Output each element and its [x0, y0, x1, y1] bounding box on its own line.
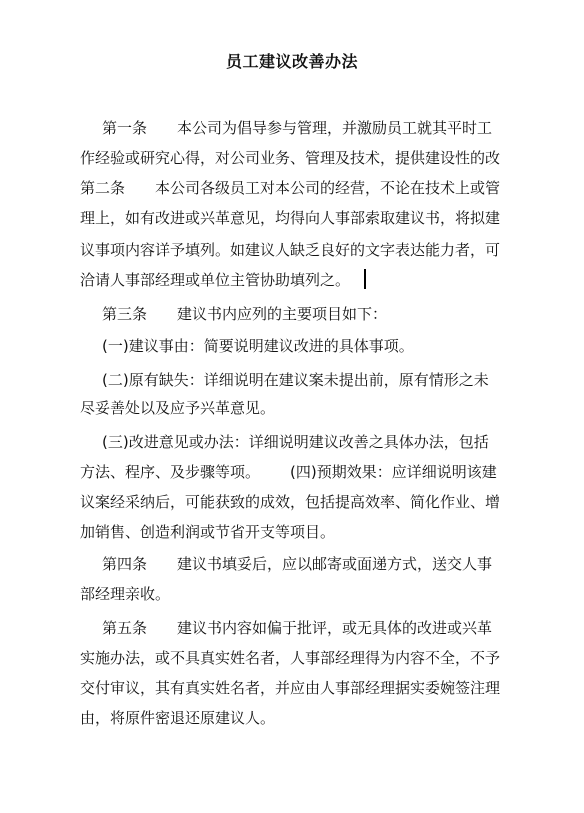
item-1-line [80, 335, 520, 357]
article-4-heading: 第四条 [102, 555, 148, 573]
item-4-text: (四)预期效果：应详细说明该建 [290, 463, 497, 481]
item-3-text-end: 方法、程序、及步骤等项。 [80, 463, 261, 481]
text-line: 议案经采纳后，可能获致的成效，包括提高效率、简化作业、增 [80, 493, 501, 511]
text-line: 议事项内容详予填列。如建议人缺乏良好的文字表达能力者，可 [80, 241, 501, 259]
item-2-line-1 [80, 369, 520, 391]
text-line: 尽妥善处以及应予兴革意见。 [80, 399, 276, 417]
text-line: 交付审议，其有真实姓名者，并应由人事部经理据实委婉签注理 [80, 679, 501, 697]
article-3-text: 建议书内应列的主要项目如下： [177, 305, 388, 323]
article-1-heading: 第一条 [102, 119, 148, 137]
article-5-heading: 第五条 [102, 619, 148, 637]
text-line-with-cursor [80, 269, 520, 291]
article-2-text: 本公司各级员工对本公司的经营，不论在技术上或管 [155, 179, 501, 197]
article-5-text: 建议书内容如偏于批评，或无具体的改进或兴革 [177, 619, 493, 637]
text-line: 理上，如有改进或兴革意见，均得向人事部索取建议书，将拟建 [80, 209, 501, 227]
article-3-heading: 第三条 [102, 305, 148, 323]
item-3-line-1 [80, 431, 520, 453]
article-4-line-1 [80, 553, 520, 575]
item-1-text: (一)建议事由：简要说明建议改进的具体事项。 [102, 337, 414, 355]
article-2-line-1 [80, 177, 520, 199]
text-content: 洽请人事部经理或单位主管协助填列之。 [80, 271, 351, 289]
article-2-heading: 第二条 [80, 179, 126, 197]
text-line: 实施办法，或不具真实姓名者，人事部经理得为内容不全，不予 [80, 649, 501, 667]
text-cursor [364, 269, 366, 289]
article-3-line-1 [80, 303, 520, 325]
item-2-text: (二)原有缺失：详细说明在建议案未提出前，原有情形之未 [102, 371, 489, 389]
article-1-text: 本公司为倡导参与管理，并激励员工就其平时工 [177, 119, 493, 137]
article-1-line-1 [80, 117, 520, 139]
article-5-line-1 [80, 617, 520, 639]
text-line: 部经理亲收。 [80, 585, 171, 603]
text-line: 加销售、创造利润或节省开支等项目。 [80, 523, 336, 541]
text-line: 作经验或研究心得，对公司业务、管理及技术，提供建设性的改 [80, 149, 501, 167]
text-line: 由，将原件密退还原建议人。 [80, 709, 276, 727]
item-3-4-line [80, 461, 520, 483]
article-4-text: 建议书填妥后，应以邮寄或面递方式，送交人事 [177, 555, 493, 573]
item-3-text: (三)改进意见或办法：详细说明建议改善之具体办法，包括 [102, 433, 489, 451]
document-title: 员工建议改善办法 [225, 52, 358, 71]
